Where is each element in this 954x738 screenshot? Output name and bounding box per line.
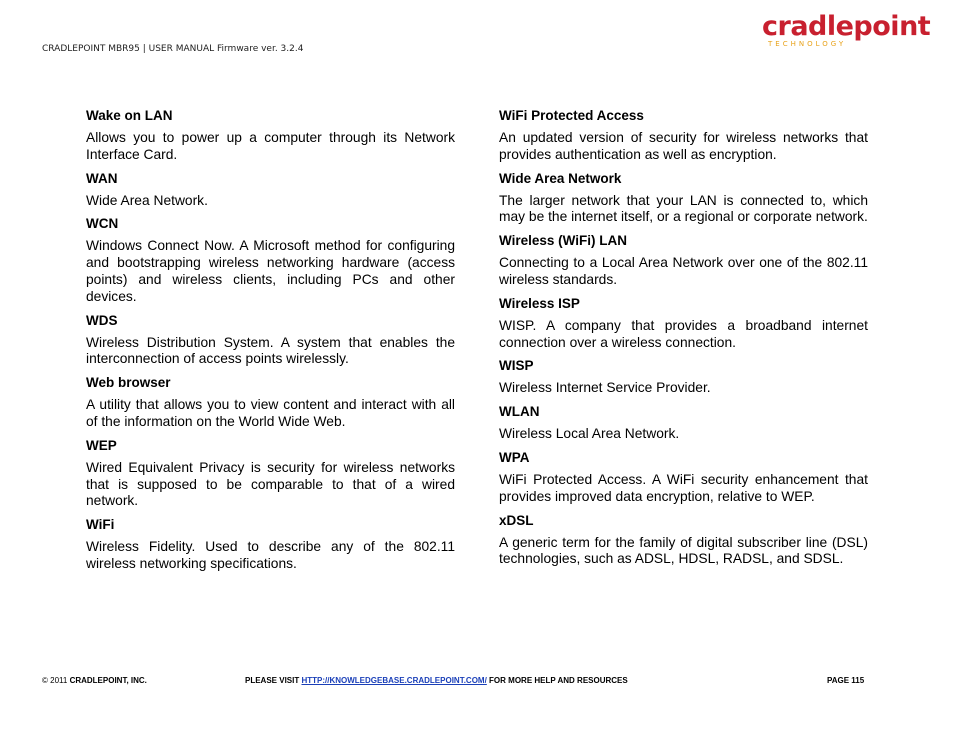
glossary-entry [499, 107, 868, 164]
copyright-year: © 2011 [42, 676, 68, 685]
knowledgebase-link[interactable]: HTTP://KNOWLEDGEBASE.CRADLEPOINT.COM/ [301, 676, 487, 685]
glossary-definition: Wireless Local Area Network. [499, 426, 680, 442]
glossary-entry [86, 215, 455, 305]
logo-wordmark: cradlepoint [762, 11, 931, 42]
glossary-definition: WISP. A company that provides a broadband internet connection over a wireless connection. [499, 317, 868, 350]
glossary-entry [86, 107, 455, 164]
glossary-definition: Windows Connect Now. A Microsoft method for configuring and bootstrapping wireless networking hardware (access points) and wireless clients, including PCs and other devices. [86, 238, 455, 304]
glossary-entry [499, 403, 868, 443]
glossary-entry [86, 374, 455, 431]
glossary-term: WAN [86, 170, 118, 186]
glossary-term: Wide Area Network [499, 170, 622, 186]
glossary-definition: Wired Equivalent Privacy is security for wireless networks that is supposed to be comparable to that of a wired network. [86, 459, 455, 509]
glossary-entry [499, 357, 868, 397]
glossary-term: WDS [86, 312, 118, 328]
copyright-company: CRADLEPOINT, INC. [69, 676, 147, 685]
glossary-entry [86, 516, 455, 573]
glossary-definition: A generic term for the family of digital subscriber line (DSL) technologies, such as ADSL, HDSL, RADSL, and SDSL. [499, 534, 868, 567]
glossary-entry [499, 512, 868, 569]
glossary-definition: Wireless Internet Service Provider. [499, 380, 711, 396]
glossary-definition: An updated version of security for wireless networks that provides authentication as well as encryption. [499, 130, 868, 162]
glossary-term: WLAN [499, 404, 540, 420]
glossary-term: WISP [499, 358, 534, 374]
footer-visit-suffix: FOR MORE HELP AND RESOURCES [489, 676, 628, 685]
glossary-term: xDSL [499, 512, 534, 528]
glossary-definition: WiFi Protected Access. A WiFi security enhancement that provides improved data encryption, relative to WEP. [499, 471, 868, 504]
glossary-entry [86, 312, 455, 369]
glossary-term: WiFi Protected Access [499, 108, 644, 123]
glossary-term: Wireless ISP [499, 295, 580, 311]
glossary-term: Wireless (WiFi) LAN [499, 233, 628, 249]
glossary-right-column [499, 107, 868, 574]
glossary-term: WEP [86, 437, 117, 453]
glossary-definition: Wireless Distribution System. A system that enables the interconnection of access points wirelessly. [86, 334, 455, 367]
manual-title: CRADLEPOINT MBR95 | USER MANUAL Firmware ver. 3.2.4 [42, 44, 304, 54]
glossary-entry [86, 170, 455, 210]
glossary-definition: The larger network that your LAN is connected to, which may be the internet itself, or a regional or corporate network. [499, 192, 868, 225]
glossary-term: Web browser [86, 375, 171, 391]
glossary-entry [499, 170, 868, 227]
glossary-entry [499, 449, 868, 506]
glossary-term: WiFi [86, 517, 115, 533]
glossary-entry [86, 437, 455, 510]
glossary-definition: A utility that allows you to view content and interact with all of the information on the World Wide Web. [86, 397, 455, 429]
footer-visit-prefix: PLEASE VISIT [245, 676, 300, 685]
cradlepoint-logo [762, 11, 931, 52]
glossary-definition: Allows you to power up a computer through its Network Interface Card. [86, 130, 455, 162]
page-number: PAGE 115 [827, 676, 865, 685]
glossary-definition: Connecting to a Local Area Network over one of the 802.11 wireless standards. [499, 255, 868, 287]
logo-tagline: TECHNOLOGY [768, 40, 847, 48]
glossary-term: Wake on LAN [86, 108, 173, 123]
glossary-definition: Wireless Fidelity. Used to describe any of the 802.11 wireless networking specifications. [86, 539, 455, 571]
glossary-left-column [86, 107, 455, 579]
glossary-entry [499, 295, 868, 352]
glossary-term: WCN [86, 216, 119, 232]
footer-help [245, 676, 628, 685]
glossary-term: WPA [499, 449, 530, 465]
glossary-definition: Wide Area Network. [86, 192, 208, 208]
footer-copyright [42, 676, 147, 685]
glossary-entry [499, 232, 868, 289]
